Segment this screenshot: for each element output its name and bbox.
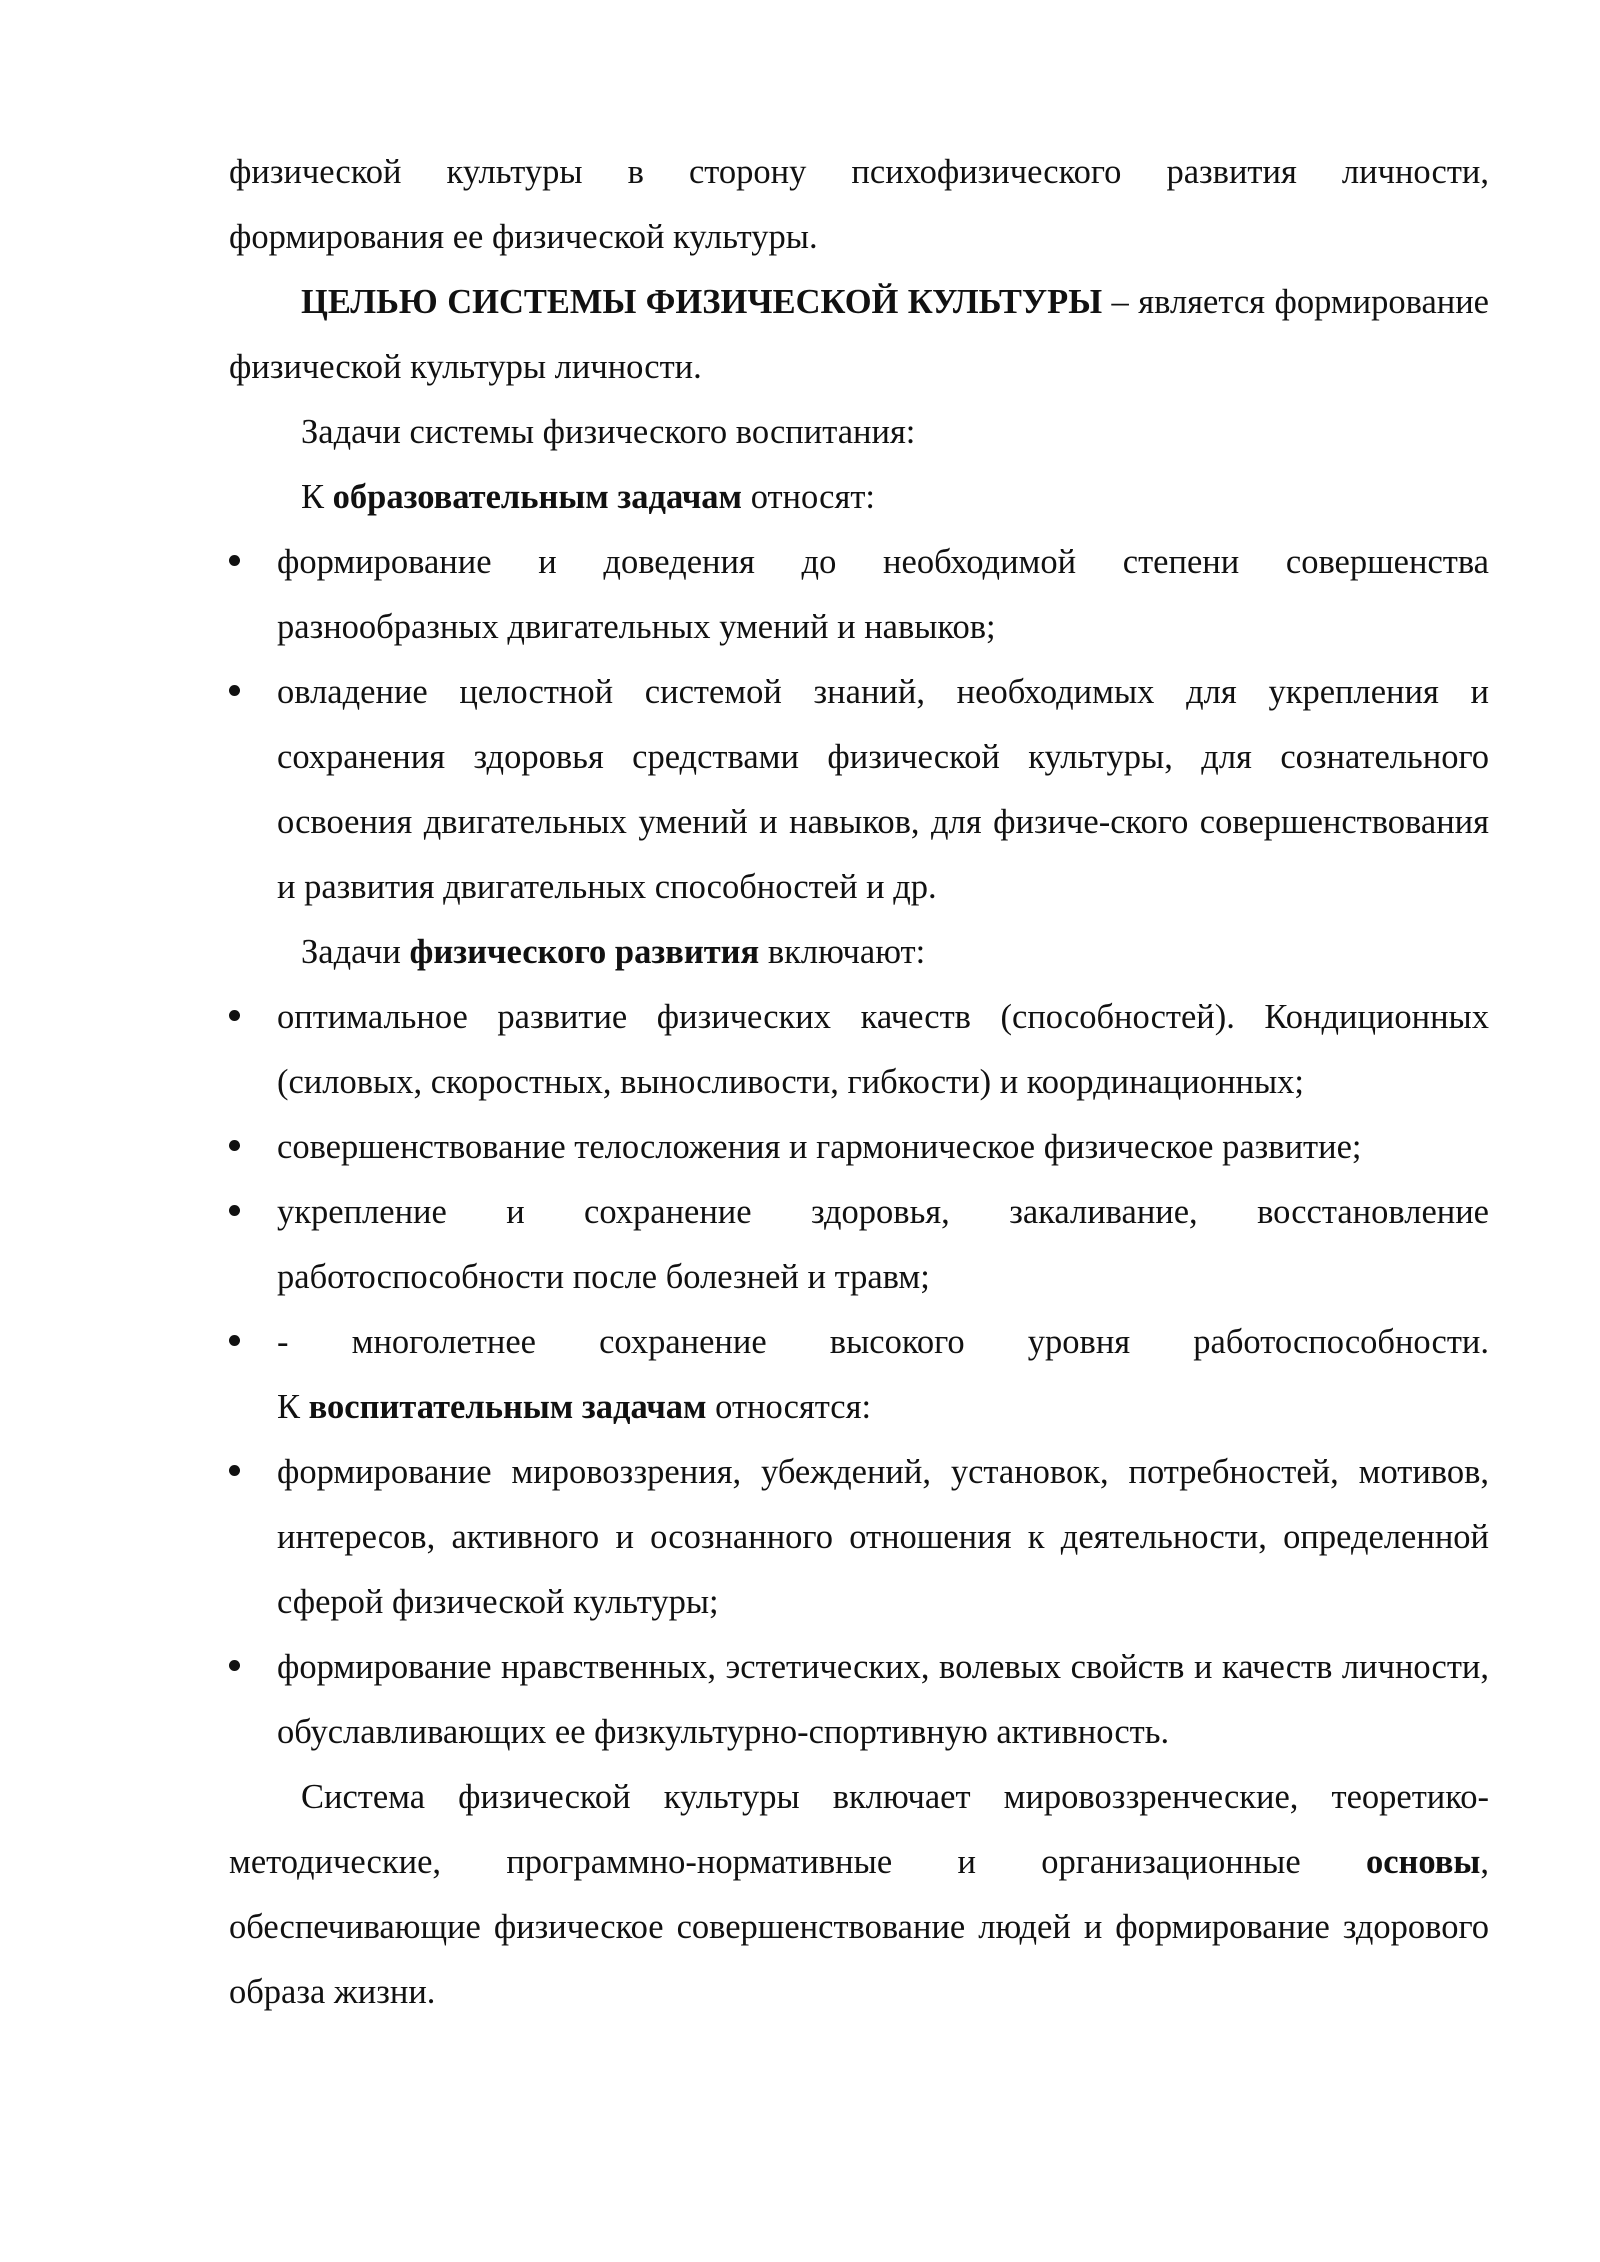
development-tasks-list [229,985,1489,1375]
list-item-text: - многолетнее сохранение высокого уровня работоспособности. [277,1323,1489,1361]
goal-heading: ЦЕЛЬЮ СИСТЕМЫ ФИЗИЧЕСКОЙ КУЛЬТУРЫ [301,283,1103,321]
list-item-text: формирование нравственных, эстетических, волевых свойств и качеств личности, обуславливающих ее физкультурно-спортивную активность. [277,1648,1489,1751]
list-item [229,530,1489,660]
bullet-icon [229,1140,240,1151]
paragraph-development-title [229,920,1489,985]
bullet-icon [229,1660,240,1671]
list-item [229,1440,1489,1635]
foundations-text-pre: Система физической культуры включает мировоззренческие, теоретико-методические, программно-нормативные и организационные [229,1778,1489,1881]
paragraph-intro: физической культуры в сторону психофизического развития личности, формирования ее физической культуры. [229,153,1489,256]
list-item [229,660,1489,920]
bullet-icon [229,685,240,696]
foundations-bold: основы [1365,1843,1481,1881]
educational-title-suffix: относят: [742,478,875,516]
goal-text: – является формирование физической культуры личности. [229,283,1489,386]
bullet-icon [229,555,240,566]
paragraph-educational-title [229,465,1489,530]
paragraph-upbringing-title [229,1375,1489,1440]
foundations-text-post: , обеспечивающие физическое совершенствование людей и формирование здорового образа жизни. [229,1843,1489,2011]
list-item [229,1310,1489,1375]
list-item [229,1115,1489,1180]
paragraph-tasks-title: Задачи системы физического воспитания: [301,413,916,451]
educational-tasks-list [229,530,1489,920]
bullet-icon [229,1335,240,1346]
list-item-text: совершенствование телосложения и гармоническое физическое развитие; [277,1128,1362,1166]
document-page [229,140,1489,2025]
upbringing-tasks-list [229,1440,1489,1765]
paragraph-system-foundations [229,1765,1489,2025]
educational-title-prefix: К [301,478,333,516]
development-title-prefix: Задачи [301,933,410,971]
list-item-text: овладение целостной системой знаний, необходимых для укрепления и сохранения здоровья средствами физической культуры, для сознательного освоения двигательных умений и навыков, для физиче-ского совершенствования и развития двигательных способностей и др. [277,673,1489,906]
paragraph-goal [229,270,1489,400]
list-item-text: укрепление и сохранение здоровья, закаливание, восстановление работоспособности после болезней и травм; [277,1193,1489,1296]
list-item-text: оптимальное развитие физических качеств (способностей). Кондиционных (силовых, скоростных, выносливости, гибкости) и координационных; [277,998,1489,1101]
development-title-suffix: включают: [759,933,926,971]
bullet-icon [229,1465,240,1476]
list-item [229,1180,1489,1310]
list-item-text: формирование и доведения до необходимой степени совершенства разнообразных двигательных умений и навыков; [277,543,1489,646]
upbringing-title-suffix: относятся: [706,1388,872,1426]
upbringing-title-prefix: К [277,1388,309,1426]
bullet-icon [229,1010,240,1021]
educational-title-bold: образовательным задачам [332,478,743,516]
list-item [229,1635,1489,1765]
development-title-bold: физического развития [409,933,760,971]
bullet-icon [229,1205,240,1216]
list-item-text: формирование мировоззрения, убеждений, установок, потребностей, мотивов, интересов, активного и осознанного отношения к деятельности, определенной сферой физической культуры; [277,1453,1489,1621]
upbringing-title-bold: воспитательным задачам [308,1388,707,1426]
list-item [229,985,1489,1115]
